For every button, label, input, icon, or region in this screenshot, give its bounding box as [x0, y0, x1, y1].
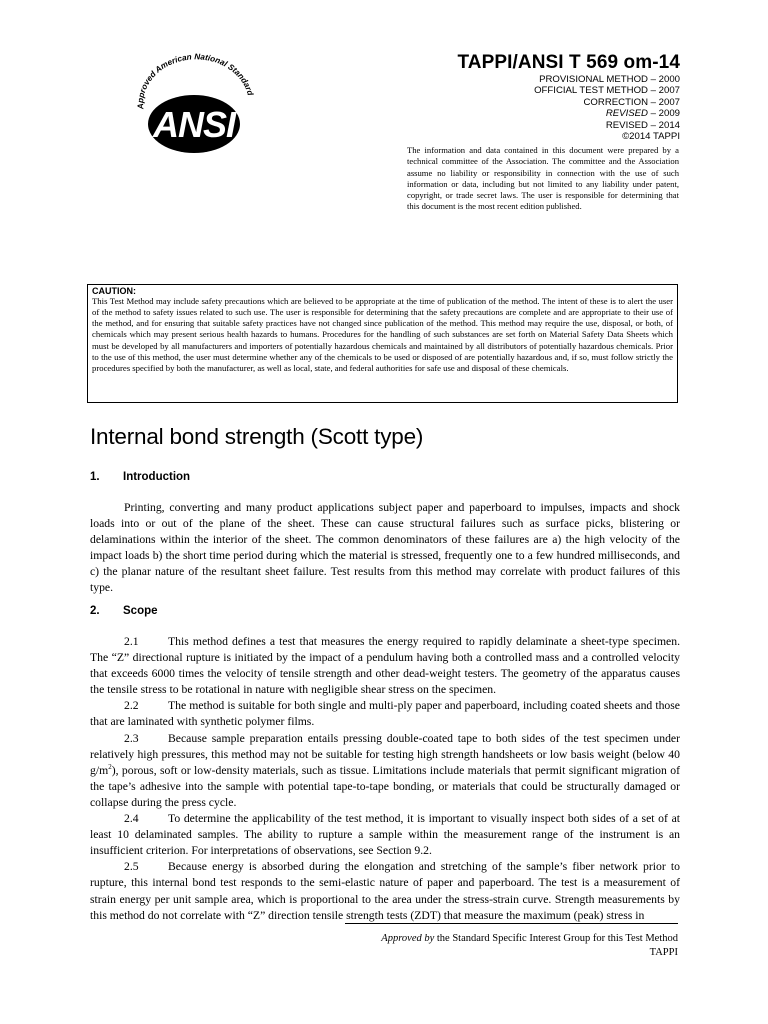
history-revised-2014: REVISED – 2014 — [605, 119, 680, 131]
ansi-logo — [130, 50, 260, 162]
section-title: Scope — [123, 605, 158, 617]
paragraph-text: Because energy is absorbed during the elongation and stretching of the sample’s fiber network prior to rupture, this internal bond test responds to the semi-elastic nature of paper and paperboard. The test is a measurement of strain energy per unit sample area, which is proportional to the area under the stress-strain curve. Strength measurements by this method do not correlate with “Z” direction tensile strength tests (ZDT) that measure the maximum (peak) stress in — [90, 860, 680, 922]
paragraph-text: Because sample preparation entails pressing double-coated tape to both sides of the test specimen under relatively high pressures, this method may not be suitable for testing high strength handsheets or low basis weight (below 40 g/m — [90, 731, 680, 777]
scope-paragraph-2-3 — [90, 731, 680, 811]
section-number: 1. — [90, 471, 100, 483]
document-title: TAPPI/ANSI T 569 om-14 — [457, 52, 680, 73]
scope-paragraph-2-5 — [90, 859, 680, 923]
disclaimer-text: The information and data contained in this document were prepared by a technical committee of the Association. The committee and the Association assume no liability or responsibility in connection with the use of such information or data, including but not limited to any liability under patent, copyright, or trade secret laws. The user is responsible for determining that this document is the most recent edition published. — [407, 145, 679, 212]
footer-rule — [345, 923, 678, 924]
scope-paragraph-2-4 — [90, 811, 680, 859]
paragraph-number: 2.1 — [124, 635, 139, 648]
section-title: Introduction — [123, 471, 191, 483]
caution-heading: CAUTION: — [92, 286, 136, 296]
caution-box — [87, 284, 678, 403]
introduction-paragraph: Printing, converting and many product applications subject paper and paperboard to impulses, impacts and shock loads into or out of the plane of the sheet. These can cause structural failures such as surface picks, blistering or delaminations within the interior of the sheet. The common denominators of these failures are a) the high velocity of the impact loads b) the short time period during which the material is stressed, frequently one to a few hundred milliseconds, and c) the planar nature of the resultant sheet failure. Test results from this method may correlate with product failures of this type. — [90, 501, 680, 595]
history-provisional: PROVISIONAL METHOD – 2000 — [539, 74, 680, 85]
scope-body — [90, 634, 680, 924]
paragraph-text-continued: ), porous, soft or low-density materials, such as tissue. Limitations include materials that permit significant migration of the tape’s adhesive into the sample with potential tape-to-tape bonding, or materials that could be structurally damaged or collapse during the press cycle. — [90, 763, 680, 809]
history-correction: CORRECTION – 2007 — [583, 96, 680, 108]
section-heading-scope — [90, 605, 158, 617]
paragraph-number: 2.3 — [124, 731, 139, 745]
history-revised-word: REVISED — [605, 108, 648, 120]
section-number: 2. — [90, 605, 100, 617]
footer — [381, 932, 678, 961]
revision-history — [534, 74, 680, 142]
caution-text: This Test Method may include safety precautions which are believed to be appropriate at the time of publication of the method. The intent of these is to alert the user of the method to safety issues related to such use. The user is responsible for determining that the safety precautions are complete and are appropriate to their use of the method, and for ensuring that suitable safety practices have not changed since publication of the method. This method may require the use, disposal, or both, of chemicals which may present serious health hazards to humans. Procedures for the handling of such substances are set forth on Material Safety Data Sheets which must be developed by all manufacturers and importers of potentially hazardous chemicals and maintained by all distributors of potentially hazardous chemicals. Prior to the use of this method, the user must determine whether any of the chemicals to be used or disposed of are potentially hazardous and, if so, must follow strictly the procedures specified by both the manufacturer, as well as local, state, and federal authorities for safe use and disposal of these chemicals. — [92, 296, 673, 373]
paragraph-number: 2.2 — [124, 699, 139, 713]
footer-approval-text: the Standard Specific Interest Group for this Test Method — [434, 933, 678, 944]
paragraph-text: This method defines a test that measures the energy required to rapidly delaminate a sheet-type specimen. The “Z” directional rupture is initiated by the impact of a pendulum having both a controlled mass and a controlled velocity that exceeds 6000 times the velocity of tensile strength and other dead-weight testers. The geometry of the apparatus causes the tensile stress to be rotational in nature with negligible shear stress on the specimen. — [90, 635, 680, 697]
main-title: Internal bond strength (Scott type) — [90, 424, 424, 449]
footer-approved-by: Approved by — [381, 933, 435, 944]
logo-arc-text: Approved American National Standard — [136, 52, 255, 110]
logo-center-text: ANSI — [152, 104, 236, 145]
superscript: 2 — [108, 762, 112, 771]
footer-approval — [381, 932, 678, 946]
paragraph-text: The method is suitable for both single and multi-ply paper and paperboard, including coated sheets and those that are laminated with synthetic polymer films. — [90, 699, 680, 729]
history-official: OFFICIAL TEST METHOD – 2007 — [534, 85, 680, 97]
paragraph-number: 2.5 — [124, 860, 139, 874]
history-revised-2009 — [534, 108, 680, 119]
paragraph-number: 2.4 — [124, 812, 139, 826]
paragraph-text: To determine the applicability of the test method, it is important to visually inspect both sides of a set of at least 10 delaminated samples. The ability to rupture a sample within the measurement range of the instrument is an insufficient criterion. For interpretations of observations, see Section 9.2. — [90, 812, 680, 858]
scope-paragraph-2-1 — [90, 634, 680, 698]
history-revised-year: – 2009 — [647, 108, 680, 120]
introduction-body — [90, 500, 680, 597]
history-copyright: ©2014 TAPPI — [622, 131, 680, 143]
scope-paragraph-2-2 — [90, 698, 680, 730]
footer-org: TAPPI — [649, 947, 678, 959]
section-heading-introduction — [90, 471, 190, 483]
